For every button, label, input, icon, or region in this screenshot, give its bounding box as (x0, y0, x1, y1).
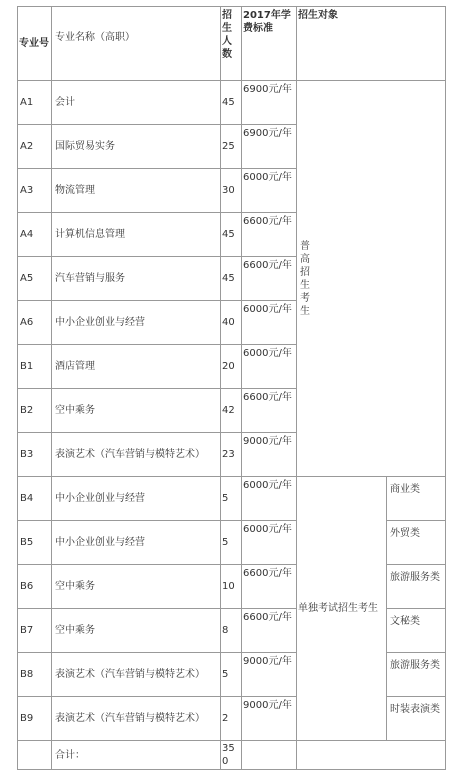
row-count: 40 (221, 301, 242, 345)
target-regular-text: 普高招生考生 (300, 240, 310, 317)
row-count: 8 (221, 609, 242, 653)
row-name: 中小企业创业与经营 (52, 521, 221, 565)
row-count: 5 (221, 653, 242, 697)
header-fee: 2017年学费标准 (242, 7, 297, 81)
row-count: 2 (221, 697, 242, 741)
row-name: 国际贸易实务 (52, 125, 221, 169)
row-name: 计算机信息管理 (52, 213, 221, 257)
header-count (221, 7, 242, 81)
row-code: A2 (18, 125, 52, 169)
target-regular (297, 81, 446, 477)
row-name: 空中乘务 (52, 389, 221, 433)
row-code: B5 (18, 521, 52, 565)
row-name: 表演艺术（汽车营销与模特艺术） (52, 697, 221, 741)
row-code: A4 (18, 213, 52, 257)
row-category: 外贸类 (387, 521, 446, 565)
row-code: A6 (18, 301, 52, 345)
row-count: 42 (221, 389, 242, 433)
row-count: 25 (221, 125, 242, 169)
total-row (18, 741, 446, 770)
total-count: 350 (221, 741, 242, 770)
row-name: 中小企业创业与经营 (52, 477, 221, 521)
row-name: 物流管理 (52, 169, 221, 213)
row-count: 23 (221, 433, 242, 477)
row-count: 5 (221, 521, 242, 565)
row-count: 30 (221, 169, 242, 213)
row-name: 表演艺术（汽车营销与模特艺术） (52, 653, 221, 697)
table-row (18, 81, 446, 125)
row-count: 20 (221, 345, 242, 389)
row-name: 酒店管理 (52, 345, 221, 389)
enrollment-table (17, 6, 446, 770)
row-fee: 6000元/年 (242, 521, 297, 565)
row-category: 旅游服务类 (387, 565, 446, 609)
row-fee: 6600元/年 (242, 565, 297, 609)
table-row (18, 477, 446, 521)
row-code: B6 (18, 565, 52, 609)
row-fee: 6000元/年 (242, 301, 297, 345)
row-category: 时装表演类 (387, 697, 446, 741)
row-code: B4 (18, 477, 52, 521)
header-name: 专业名称（高职） (52, 7, 221, 81)
target-separate: 单独考试招生考生 (297, 477, 387, 741)
row-code: A5 (18, 257, 52, 301)
row-code: B2 (18, 389, 52, 433)
row-code: B7 (18, 609, 52, 653)
header-count-text: 招生人数 (222, 10, 232, 60)
row-fee: 9000元/年 (242, 697, 297, 741)
row-name: 空中乘务 (52, 565, 221, 609)
row-count: 10 (221, 565, 242, 609)
row-name: 表演艺术（汽车营销与模特艺术） (52, 433, 221, 477)
row-fee: 9000元/年 (242, 653, 297, 697)
header-row (18, 7, 446, 81)
row-fee: 6600元/年 (242, 213, 297, 257)
row-count: 45 (221, 81, 242, 125)
row-fee: 6900元/年 (242, 125, 297, 169)
row-code: A1 (18, 81, 52, 125)
row-count: 5 (221, 477, 242, 521)
row-fee: 6600元/年 (242, 257, 297, 301)
row-name: 空中乘务 (52, 609, 221, 653)
row-fee: 6600元/年 (242, 609, 297, 653)
row-fee: 6000元/年 (242, 345, 297, 389)
header-target: 招生对象 (297, 7, 446, 81)
row-category: 旅游服务类 (387, 653, 446, 697)
row-name: 中小企业创业与经营 (52, 301, 221, 345)
header-code: 专业号 (18, 7, 52, 81)
row-category: 商业类 (387, 477, 446, 521)
row-fee: 6000元/年 (242, 169, 297, 213)
total-fee-empty (242, 741, 297, 770)
row-category: 文秘类 (387, 609, 446, 653)
row-code: B1 (18, 345, 52, 389)
row-count: 45 (221, 257, 242, 301)
row-code: B8 (18, 653, 52, 697)
row-fee: 6900元/年 (242, 81, 297, 125)
row-fee: 6600元/年 (242, 389, 297, 433)
row-code: B3 (18, 433, 52, 477)
row-code: B9 (18, 697, 52, 741)
row-name: 汽车营销与服务 (52, 257, 221, 301)
row-name: 会计 (52, 81, 221, 125)
total-code-empty (18, 741, 52, 770)
row-fee: 9000元/年 (242, 433, 297, 477)
row-code: A3 (18, 169, 52, 213)
row-fee: 6000元/年 (242, 477, 297, 521)
total-target-empty (297, 741, 446, 770)
enrollment-table-container (17, 6, 446, 770)
total-label: 合计： (52, 741, 221, 770)
row-count: 45 (221, 213, 242, 257)
